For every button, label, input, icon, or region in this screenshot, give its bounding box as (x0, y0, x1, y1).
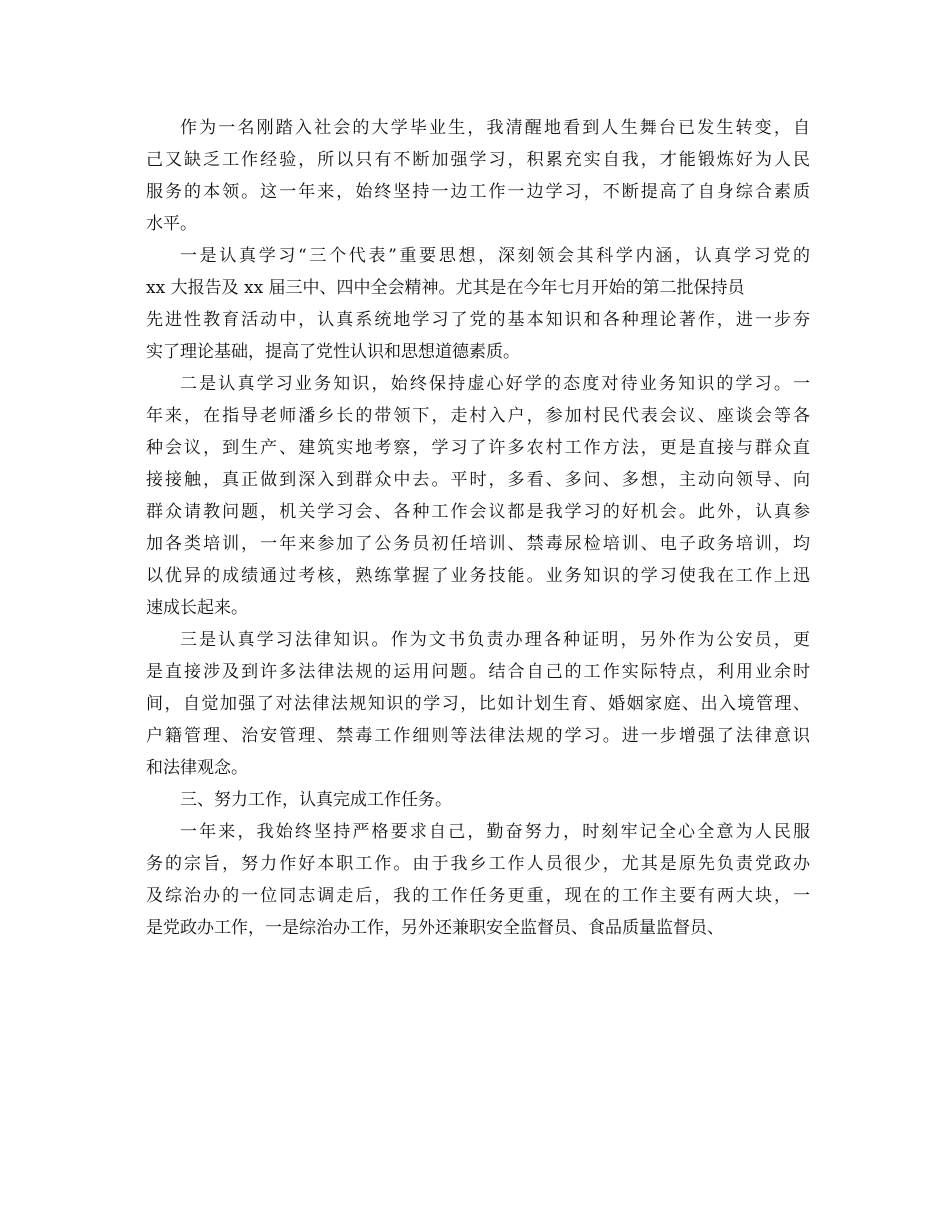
text-line: 间，自觉加强了对法律法规知识的学习，比如计划生育、婚姻家庭、出入境管理、 (146, 694, 810, 714)
text-line: 实了理论基础，提高了党性认识和思想道德素质。 (146, 342, 520, 362)
text-line: 务的宗旨，努力作好本职工作。由于我乡工作人员很少，尤其是原先负责党政办 (146, 854, 810, 874)
text-line: 种会议，到生产、建筑实地考察，学习了许多农村工作方法，更是直接与群众直 (146, 438, 810, 458)
section-heading: 三、努力工作，认真完成工作任务。 (180, 790, 452, 810)
text-line: xx 大报告及 xx 届三中、四中全会精神。尤其是在今年七月开始的第二批保持员 (146, 278, 745, 298)
text-line: 服务的本领。这一年来，始终坚持一边工作一边学习，不断提高了自身综合素质 (146, 182, 810, 202)
text-line: 是党政办工作，一是综治办工作，另外还兼职安全监督员、食品质量监督员、 (146, 918, 724, 938)
text-line: 作为一名刚踏入社会的大学毕业生，我清醒地看到人生舞台已发生转变，自 (180, 118, 810, 138)
text-line: 是直接涉及到许多法律法规的运用问题。结合自己的工作实际特点，利用业余时 (146, 662, 810, 682)
text-line: 户籍管理、治安管理、禁毒工作细则等法律法规的学习。进一步增强了法律意识 (146, 726, 810, 746)
text-line: 接接触，真正做到深入到群众中去。平时，多看、多问、多想，主动向领导、向 (146, 470, 810, 490)
text-line: 速成长起来。 (146, 598, 248, 618)
text-line: 先进性教育活动中，认真系统地学习了党的基本知识和各种理论著作，进一步夯 (146, 310, 810, 330)
text-line: 和法律观念。 (146, 758, 248, 778)
text-line: 以优异的成绩通过考核，熟练掌握了业务技能。业务知识的学习使我在工作上迅 (146, 566, 810, 586)
text-line: 群众请教问题，机关学习会、各种工作会议都是我学习的好机会。此外，认真参 (146, 502, 810, 522)
text-line: 年来，在指导老师潘乡长的带领下，走村入户，参加村民代表会议、座谈会等各 (146, 406, 810, 426)
text-line: 及综治办的一位同志调走后，我的工作任务更重，现在的工作主要有两大块，一 (146, 886, 810, 906)
text-line: 三是认真学习法律知识。作为文书负责办理各种证明，另外作为公安员，更 (180, 630, 810, 650)
document-body (146, 112, 810, 944)
text-line: 水平。 (146, 214, 197, 234)
text-line: 一是认真学习“三个代表”重要思想，深刻领会其科学内涵，认真学习党的 (180, 246, 810, 266)
text-line: 二是认真学习业务知识，始终保持虚心好学的态度对待业务知识的学习。一 (180, 374, 810, 394)
text-line: 己又缺乏工作经验，所以只有不断加强学习，积累充实自我，才能锻炼好为人民 (146, 150, 810, 170)
text-line: 一年来，我始终坚持严格要求自己，勤奋努力，时刻牢记全心全意为人民服 (180, 822, 810, 842)
text-line: 加各类培训，一年来参加了公务员初任培训、禁毒尿检培训、电子政务培训，均 (146, 534, 810, 554)
